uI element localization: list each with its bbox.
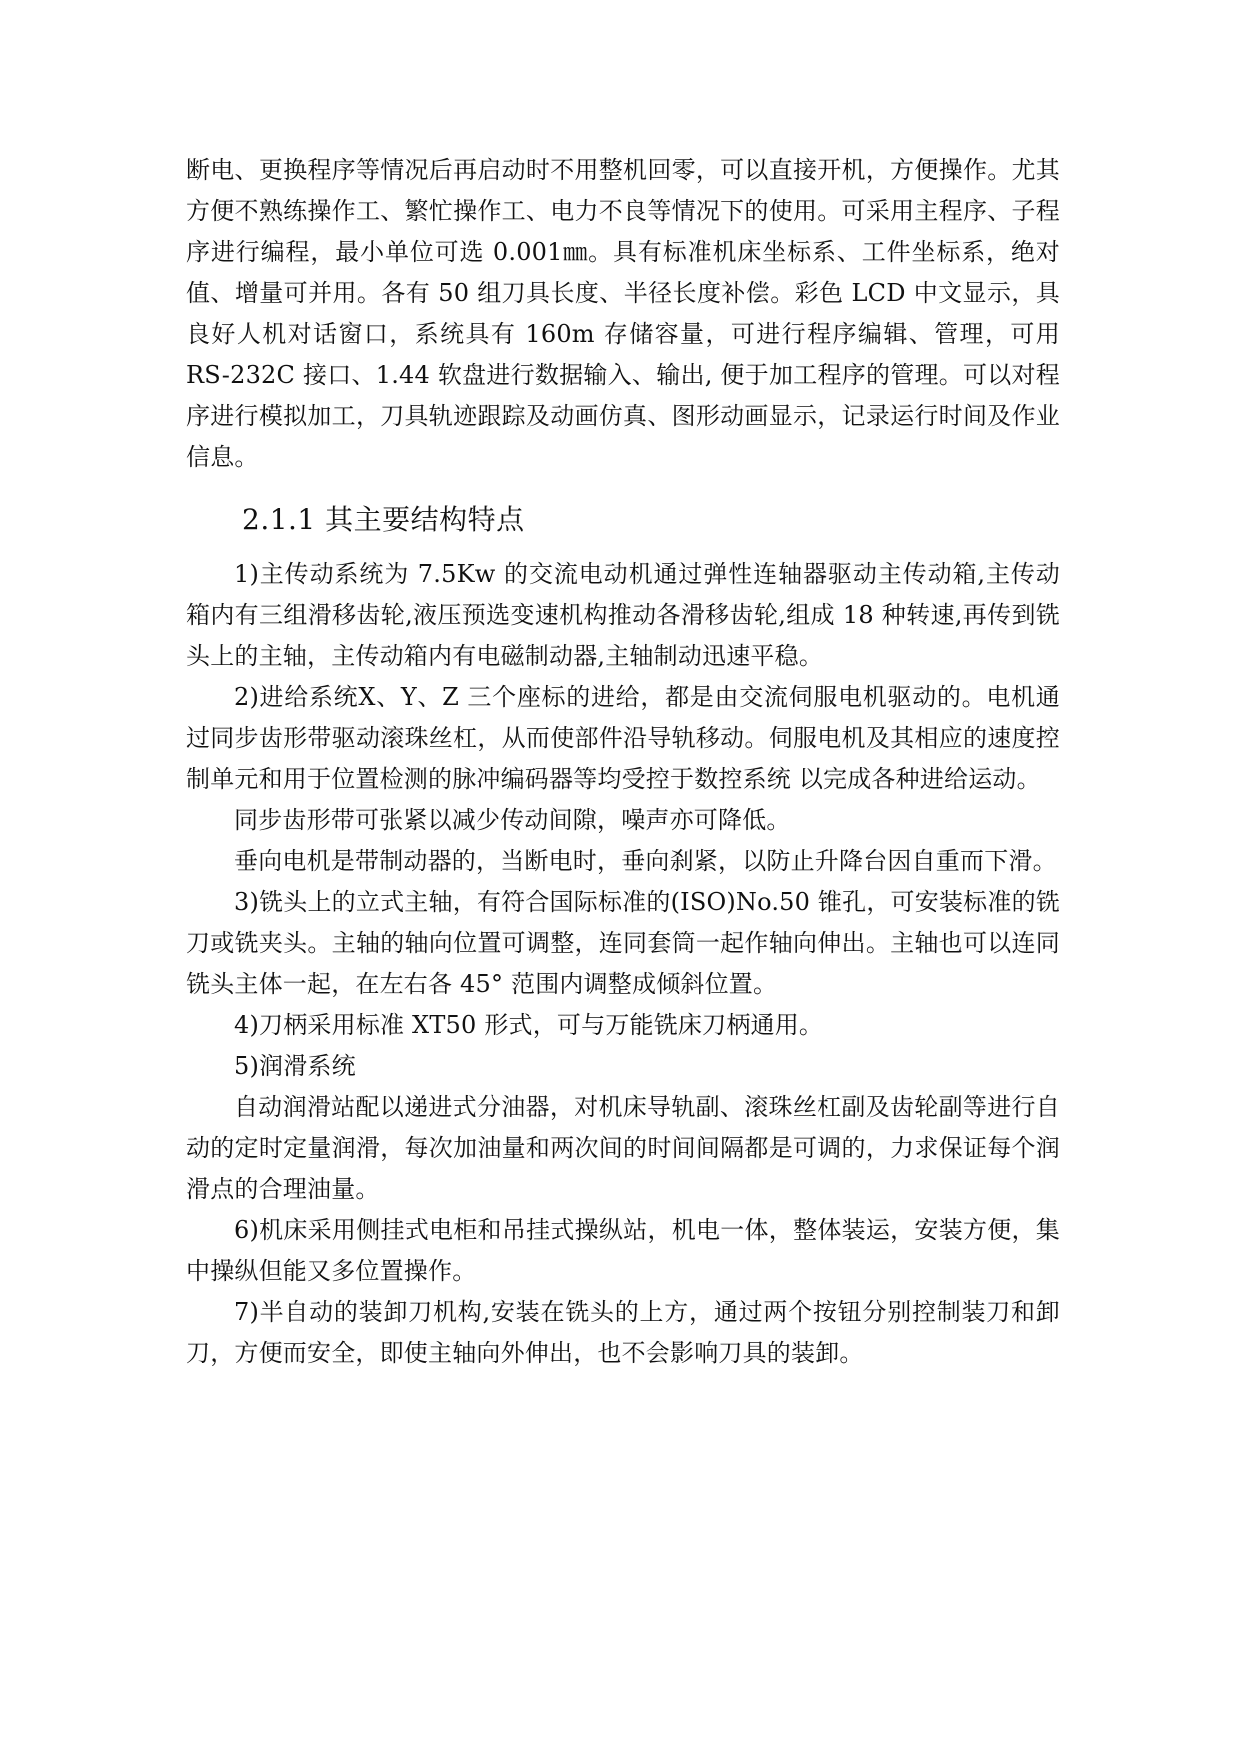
paragraph-electrical-cabinet: 6)机床采用侧挂式电柜和吊挂式操纵站，机电一体，整体装运，安装方便，集中操纵但能又多位置操作。: [186, 1216, 1060, 1285]
section-heading: 2.1.1 其主要结构特点: [242, 503, 525, 536]
paragraph-main-drive: 1)主传动系统为 7.5Kw 的交流电动机通过弹性连轴器驱动主传动箱,主传动箱内有三组滑移齿轮,液压预选变速机构推动各滑移齿轮,组成 18 种转速,再传到铣头上的主轴，主传动箱内有电磁制动器,主轴制动迅速平稳。: [186, 560, 1060, 670]
paragraph-vertical-motor: 垂向电机是带制动器的，当断电时，垂向刹紧，以防止升降台因自重而下滑。: [234, 847, 1057, 875]
document-body: [186, 150, 1060, 1374]
paragraph-spindle: 3)铣头上的立式主轴，有符合国际标准的(ISO)No.50 锥孔，可安装标准的铣刀或铣夹头。主轴的轴向位置可调整，连同套筒一起作轴向伸出。主轴也可以连同铣头主体一起，在左右各 45° 范围内调整成倾斜位置。: [186, 888, 1060, 998]
paragraph-feed-system: 2)进给系统X、Y、Z 三个座标的进给，都是由交流伺服电机驱动的。电机通过同步齿形带驱动滚珠丝杠，从而使部件沿导轨移动。伺服电机及其相应的速度控制单元和用于位置检测的脉冲编码器等均受控于数控系统 以完成各种进给运动。: [186, 683, 1060, 793]
paragraph-lubrication-body: 自动润滑站配以递进式分油器，对机床导轨副、滚珠丝杠副及齿轮副等进行自动的定时定量润滑，每次加油量和两次间的时间间隔都是可调的，力求保证每个润滑点的合理油量。: [186, 1093, 1060, 1203]
paragraph-tool-holder: 4)刀柄采用标准 XT50 形式，可与万能铣床刀柄通用。: [234, 1011, 824, 1039]
intro-paragraph: 断电、更换程序等情况后再启动时不用整机回零，可以直接开机，方便操作。尤其方便不熟练操作工、繁忙操作工、电力不良等情况下的使用。可采用主程序、子程序进行编程，最小单位可选 0.001㎜。具有标准机床坐标系、工件坐标系，绝对值、增量可并用。各有 50 组刀具长度、半径长度补偿。彩色 LCD 中文显示，具良好人机对话窗口，系统具有 160m 存储容量，可进行程序编辑、管理，可用 RS-232C 接口、1.44 软盘进行数据输入、输出, 便于加工程序的管理。可以对程序进行模拟加工，刀具轨迹跟踪及动画仿真、图形动画显示，记录运行时间及作业信息。: [186, 156, 1060, 471]
paragraph-tool-change: 7)半自动的装卸刀机构,安装在铣头的上方，通过两个按钮分别控制装刀和卸刀，方便而安全，即使主轴向外伸出，也不会影响刀具的装卸。: [186, 1298, 1060, 1367]
paragraph-lubrication-title: 5)润滑系统: [234, 1052, 356, 1080]
paragraph-timing-belt: 同步齿形带可张紧以减少传动间隙，噪声亦可降低。: [234, 806, 791, 834]
